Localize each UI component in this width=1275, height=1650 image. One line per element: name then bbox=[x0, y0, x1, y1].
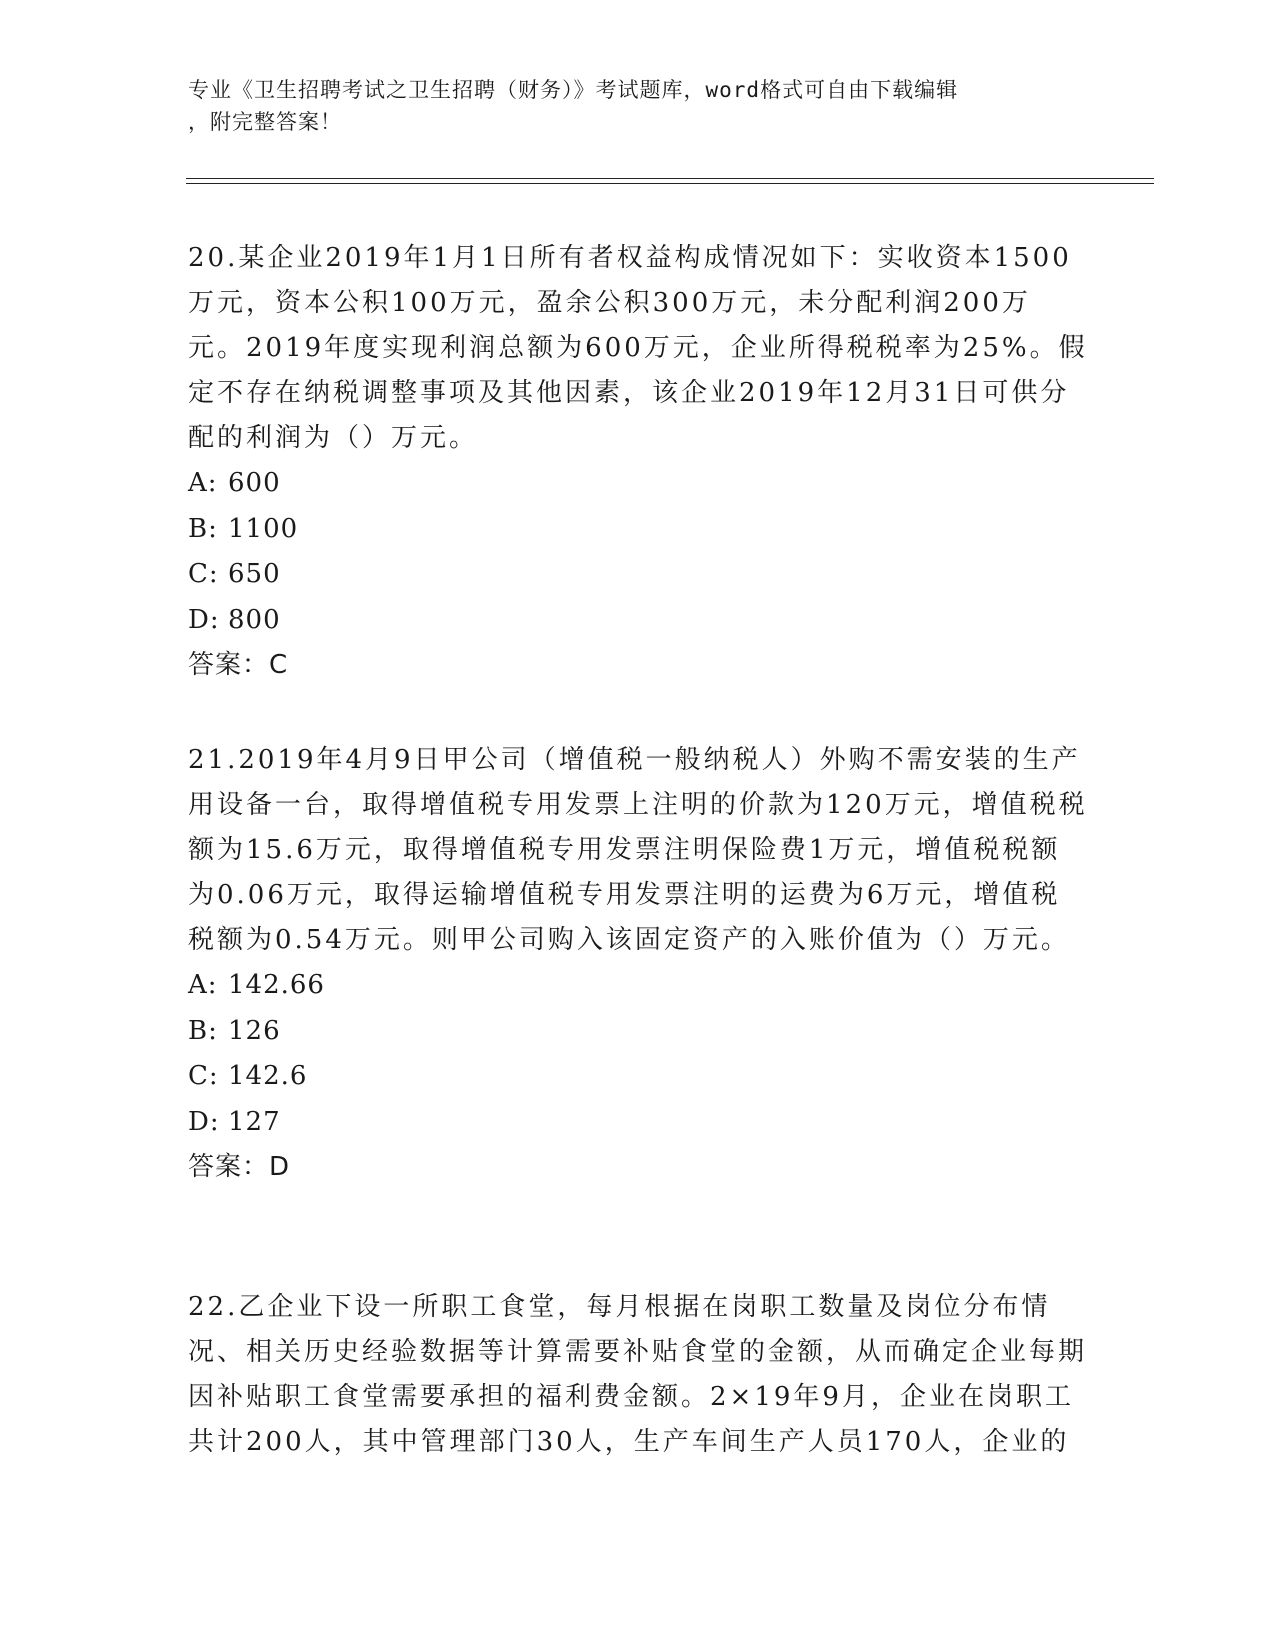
option-key: B: bbox=[188, 1015, 218, 1046]
option-key: D: bbox=[188, 1106, 220, 1137]
option-b bbox=[188, 507, 1088, 553]
option-value: 142.66 bbox=[228, 970, 325, 1000]
question-text: 21.2019年4月9日甲公司（增值税一般纳税人）外购不需安装的生产用设备一台，取得增值税专用发票上注明的价款为120万元，增值税税额为15.6万元，取得增值税专用发票注明保险费1万元，增值税税额为0.06万元，取得运输增值税专用发票注明的运费为6万元，增值税税额为0.54万元。则甲公司购入该固定资产的入账价值为（）万元。 bbox=[188, 745, 1088, 955]
option-b bbox=[188, 1009, 1088, 1055]
option-list bbox=[188, 461, 1088, 643]
option-key: D: bbox=[188, 604, 220, 635]
header-divider-top bbox=[186, 178, 1154, 179]
question-20 bbox=[188, 236, 1088, 688]
question-text: 22.乙企业下设一所职工食堂，每月根据在岗职工数量及岗位分布情况、相关历史经验数据等计算需要补贴食堂的金额，从而确定企业每期因补贴职工食堂需要承担的福利费金额。2×19年9月，企业在岗职工共计200人，其中管理部门30人，生产车间生产人员170人，企业的 bbox=[188, 1292, 1088, 1457]
option-value: 800 bbox=[228, 604, 281, 635]
option-list bbox=[188, 963, 1088, 1145]
option-c bbox=[188, 552, 1088, 598]
option-key: C: bbox=[188, 1061, 219, 1091]
option-key: A: bbox=[188, 468, 218, 498]
question-text: 20.某企业2019年1月1日所有者权益构成情况如下：实收资本1500万元，资本公积100万元，盈余公积300万元，未分配利润200万元。2019年度实现利润总额为600万元，企业所得税税率为25%。假定不存在纳税调整事项及其他因素，该企业2019年12月31日可供分配的利润为（）万元。 bbox=[188, 243, 1088, 453]
option-a bbox=[188, 963, 1088, 1009]
option-d bbox=[188, 598, 1088, 644]
option-c bbox=[188, 1054, 1088, 1100]
option-value: 650 bbox=[228, 559, 281, 589]
option-value: 142.6 bbox=[228, 1061, 308, 1091]
option-d bbox=[188, 1100, 1088, 1146]
header-divider-bottom bbox=[186, 183, 1154, 184]
option-value: 1100 bbox=[228, 513, 299, 544]
page-header: 专业《卫生招聘考试之卫生招聘（财务）》考试题库，word格式可自由下载编辑 ，附完整答案！ bbox=[188, 78, 959, 134]
option-value: 127 bbox=[228, 1106, 281, 1137]
option-value: 126 bbox=[228, 1015, 281, 1046]
question-22 bbox=[188, 1285, 1088, 1465]
option-a bbox=[188, 461, 1088, 507]
question-21 bbox=[188, 738, 1088, 1190]
option-key: A: bbox=[188, 970, 218, 1000]
option-key: B: bbox=[188, 513, 218, 544]
answer-line: 答案：C bbox=[188, 650, 289, 680]
option-value: 600 bbox=[228, 468, 281, 498]
answer-line: 答案：D bbox=[188, 1152, 291, 1182]
option-key: C: bbox=[188, 559, 219, 589]
